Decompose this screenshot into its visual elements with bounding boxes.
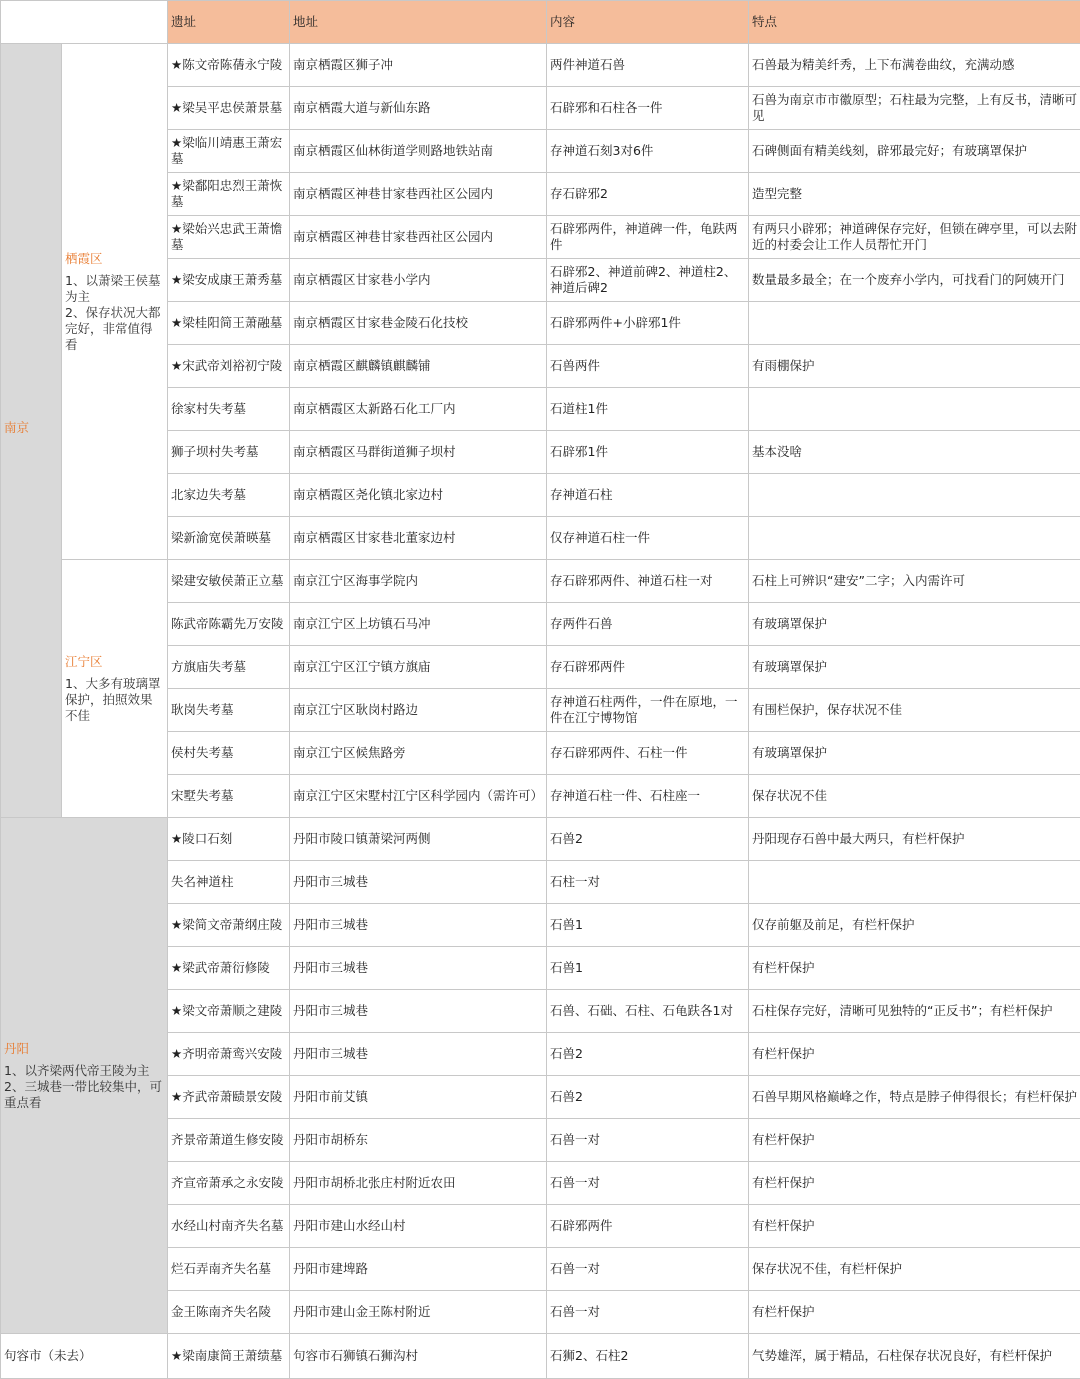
address-cell: 丹阳市三城巷 <box>290 947 547 990</box>
address-cell: 南京栖霞区马群街道狮子坝村 <box>290 431 547 474</box>
site-cell: ★梁南康简王萧绩墓 <box>168 1334 290 1379</box>
content-cell: 存两件石兽 <box>547 603 749 646</box>
address-cell: 南京栖霞区甘家巷金陵石化技校 <box>290 302 547 345</box>
content-cell: 存石辟邪两件、神道石柱一对 <box>547 560 749 603</box>
address-cell: 丹阳市建山水经山村 <box>290 1205 547 1248</box>
features-cell: 有玻璃罩保护 <box>749 603 1080 646</box>
address-cell: 南京江宁区上坊镇石马冲 <box>290 603 547 646</box>
district-note: 1、以萧梁王侯墓为主 2、保存状况大都完好，非常值得看 <box>65 273 164 353</box>
site-cell: 北家边失考墓 <box>168 474 290 517</box>
site-cell: ★梁吴平忠侯萧景墓 <box>168 87 290 130</box>
address-cell: 南京栖霞区狮子冲 <box>290 44 547 87</box>
header-address: 地址 <box>290 1 547 44</box>
content-cell: 存石辟邪2 <box>547 173 749 216</box>
content-cell: 存神道石柱两件，一件在原地，一件在江宁博物馆 <box>547 689 749 732</box>
city-cell <box>1 818 168 1334</box>
site-cell: 徐家村失考墓 <box>168 388 290 431</box>
features-cell: 有栏杆保护 <box>749 947 1080 990</box>
address-cell: 南京栖霞区甘家巷北董家边村 <box>290 517 547 560</box>
address-cell: 丹阳市胡桥东 <box>290 1119 547 1162</box>
district-name: 栖霞区 <box>65 251 164 267</box>
content-cell: 石柱一对 <box>547 861 749 904</box>
site-cell: ★梁桂阳简王萧融墓 <box>168 302 290 345</box>
features-cell <box>749 517 1080 560</box>
city-note: 1、以齐梁两代帝王陵为主 2、三城巷一带比较集中，可重点看 <box>4 1063 164 1111</box>
city-name: 句容市（未去） <box>4 1348 92 1363</box>
table-row <box>1 818 1080 861</box>
features-cell: 有栏杆保护 <box>749 1119 1080 1162</box>
content-cell: 石兽2 <box>547 1033 749 1076</box>
content-cell: 仅存神道石柱一件 <box>547 517 749 560</box>
address-cell: 丹阳市陵口镇萧梁河两侧 <box>290 818 547 861</box>
features-cell: 有栏杆保护 <box>749 1162 1080 1205</box>
features-cell: 保存状况不佳，有栏杆保护 <box>749 1248 1080 1291</box>
site-cell: 陈武帝陈霸先万安陵 <box>168 603 290 646</box>
site-cell: ★梁安成康王萧秀墓 <box>168 259 290 302</box>
table-body <box>1 44 1080 1379</box>
content-cell: 石兽、石础、石柱、石龟趺各1对 <box>547 990 749 1033</box>
features-cell: 丹阳现存石兽中最大两只，有栏杆保护 <box>749 818 1080 861</box>
features-cell: 仅存前躯及前足，有栏杆保护 <box>749 904 1080 947</box>
address-cell: 南京栖霞区神巷甘家巷西社区公园内 <box>290 216 547 259</box>
content-cell: 石狮2、石柱2 <box>547 1334 749 1379</box>
address-cell: 南京江宁区耿岗村路边 <box>290 689 547 732</box>
site-cell: ★陵口石刻 <box>168 818 290 861</box>
content-cell: 存神道石柱一件、石柱座一 <box>547 775 749 818</box>
features-cell: 有雨棚保护 <box>749 345 1080 388</box>
features-cell: 数量最多最全；在一个废弃小学内，可找看门的阿姨开门 <box>749 259 1080 302</box>
content-cell: 石兽一对 <box>547 1119 749 1162</box>
content-cell: 石辟邪1件 <box>547 431 749 474</box>
site-cell: ★陈文帝陈蒨永宁陵 <box>168 44 290 87</box>
content-cell: 存石辟邪两件、石柱一件 <box>547 732 749 775</box>
features-cell: 石兽最为精美纤秀，上下布满卷曲纹，充满动感 <box>749 44 1080 87</box>
content-cell: 石兽一对 <box>547 1291 749 1334</box>
city-cell <box>1 1334 168 1379</box>
features-cell: 造型完整 <box>749 173 1080 216</box>
site-cell: ★梁文帝萧顺之建陵 <box>168 990 290 1033</box>
address-cell: 句容市石狮镇石狮沟村 <box>290 1334 547 1379</box>
address-cell: 丹阳市三城巷 <box>290 990 547 1033</box>
district-cell <box>62 44 168 560</box>
features-cell <box>749 302 1080 345</box>
address-cell: 南京栖霞区甘家巷小学内 <box>290 259 547 302</box>
address-cell: 南京栖霞区尧化镇北家边村 <box>290 474 547 517</box>
address-cell: 南京江宁区候焦路旁 <box>290 732 547 775</box>
content-cell: 石辟邪两件+小辟邪1件 <box>547 302 749 345</box>
content-cell: 石兽一对 <box>547 1248 749 1291</box>
site-cell: ★梁武帝萧衍修陵 <box>168 947 290 990</box>
content-cell: 石辟邪和石柱各一件 <box>547 87 749 130</box>
site-cell: ★梁鄱阳忠烈王萧恢墓 <box>168 173 290 216</box>
district-cell <box>62 560 168 818</box>
site-cell: 梁建安敏侯萧正立墓 <box>168 560 290 603</box>
site-cell: ★齐明帝萧鸾兴安陵 <box>168 1033 290 1076</box>
features-cell: 石柱保存完好，清晰可见独特的“正反书”；有栏杆保护 <box>749 990 1080 1033</box>
address-cell: 南京江宁区江宁镇方旗庙 <box>290 646 547 689</box>
site-cell: ★梁始兴忠武王萧憺墓 <box>168 216 290 259</box>
site-cell: 梁新渝宽侯萧暎墓 <box>168 517 290 560</box>
site-cell: 金王陈南齐失名陵 <box>168 1291 290 1334</box>
address-cell: 南京栖霞区仙林街道学则路地铁站南 <box>290 130 547 173</box>
site-cell: 水经山村南齐失名墓 <box>168 1205 290 1248</box>
district-name: 江宁区 <box>65 654 164 670</box>
content-cell: 存神道石柱 <box>547 474 749 517</box>
features-cell <box>749 388 1080 431</box>
city-name: 南京 <box>4 420 58 436</box>
address-cell: 南京栖霞区神巷甘家巷西社区公园内 <box>290 173 547 216</box>
features-cell: 保存状况不佳 <box>749 775 1080 818</box>
table-row <box>1 560 1080 603</box>
address-cell: 丹阳市三城巷 <box>290 1033 547 1076</box>
features-cell <box>749 861 1080 904</box>
site-cell: 宋墅失考墓 <box>168 775 290 818</box>
features-cell: 气势雄浑，属于精品，石柱保存状况良好，有栏杆保护 <box>749 1334 1080 1379</box>
address-cell: 丹阳市三城巷 <box>290 904 547 947</box>
site-cell: 侯村失考墓 <box>168 732 290 775</box>
table-row <box>1 1334 1080 1379</box>
features-cell: 基本没啥 <box>749 431 1080 474</box>
district-note: 1、大多有玻璃罩保护，拍照效果不佳 <box>65 676 164 724</box>
header-blank <box>1 1 168 44</box>
address-cell: 南京栖霞区麒麟镇麒麟铺 <box>290 345 547 388</box>
site-cell: 方旗庙失考墓 <box>168 646 290 689</box>
site-cell: ★梁临川靖惠王萧宏墓 <box>168 130 290 173</box>
features-cell: 石碑侧面有精美线刻，辟邪最完好；有玻璃罩保护 <box>749 130 1080 173</box>
content-cell: 石辟邪2、神道前碑2、神道柱2、神道后碑2 <box>547 259 749 302</box>
address-cell: 南京栖霞区太新路石化工厂内 <box>290 388 547 431</box>
header-features: 特点 <box>749 1 1080 44</box>
address-cell: 丹阳市前艾镇 <box>290 1076 547 1119</box>
site-cell: 齐宣帝萧承之永安陵 <box>168 1162 290 1205</box>
site-cell: ★齐武帝萧赜景安陵 <box>168 1076 290 1119</box>
address-cell: 南京栖霞大道与新仙东路 <box>290 87 547 130</box>
address-cell: 南京江宁区海事学院内 <box>290 560 547 603</box>
features-cell: 有栏杆保护 <box>749 1291 1080 1334</box>
content-cell: 石兽2 <box>547 818 749 861</box>
content-cell: 存神道石刻3对6件 <box>547 130 749 173</box>
features-cell <box>749 474 1080 517</box>
features-cell: 石柱上可辨识“建安”二字；入内需许可 <box>749 560 1080 603</box>
content-cell: 石兽一对 <box>547 1162 749 1205</box>
content-cell: 两件神道石兽 <box>547 44 749 87</box>
site-cell: 狮子坝村失考墓 <box>168 431 290 474</box>
address-cell: 丹阳市建山金王陈村附近 <box>290 1291 547 1334</box>
features-cell: 石兽为南京市市徽原型；石柱最为完整，上有反书，清晰可见 <box>749 87 1080 130</box>
content-cell: 石兽2 <box>547 1076 749 1119</box>
content-cell: 石辟邪两件 <box>547 1205 749 1248</box>
features-cell: 有玻璃罩保护 <box>749 646 1080 689</box>
site-cell: 烂石弄南齐失名墓 <box>168 1248 290 1291</box>
table-row <box>1 44 1080 87</box>
content-cell: 存石辟邪两件 <box>547 646 749 689</box>
site-cell: ★梁简文帝萧纲庄陵 <box>168 904 290 947</box>
city-name: 丹阳 <box>4 1041 164 1057</box>
content-cell: 石兽1 <box>547 904 749 947</box>
address-cell: 丹阳市三城巷 <box>290 861 547 904</box>
content-cell: 石兽1 <box>547 947 749 990</box>
site-cell: 失名神道柱 <box>168 861 290 904</box>
address-cell: 丹阳市建埤路 <box>290 1248 547 1291</box>
table-header <box>1 1 1080 44</box>
address-cell: 南京江宁区宋墅村江宁区科学园内（需许可） <box>290 775 547 818</box>
city-cell <box>1 44 62 818</box>
content-cell: 石道柱1件 <box>547 388 749 431</box>
features-cell: 有栏杆保护 <box>749 1205 1080 1248</box>
features-cell: 石兽早期风格巅峰之作，特点是脖子伸得很长；有栏杆保护 <box>749 1076 1080 1119</box>
site-cell: ★宋武帝刘裕初宁陵 <box>168 345 290 388</box>
features-cell: 有玻璃罩保护 <box>749 732 1080 775</box>
site-cell: 齐景帝萧道生修安陵 <box>168 1119 290 1162</box>
features-cell: 有栏杆保护 <box>749 1033 1080 1076</box>
header-content: 内容 <box>547 1 749 44</box>
header-site: 遗址 <box>168 1 290 44</box>
content-cell: 石辟邪两件，神道碑一件，龟趺两件 <box>547 216 749 259</box>
content-cell: 石兽两件 <box>547 345 749 388</box>
features-cell: 有围栏保护，保存状况不佳 <box>749 689 1080 732</box>
features-cell: 有两只小辟邪；神道碑保存完好，但锁在碑亭里，可以去附近的村委会让工作人员帮忙开门 <box>749 216 1080 259</box>
address-cell: 丹阳市胡桥北张庄村附近农田 <box>290 1162 547 1205</box>
site-cell: 耿岗失考墓 <box>168 689 290 732</box>
